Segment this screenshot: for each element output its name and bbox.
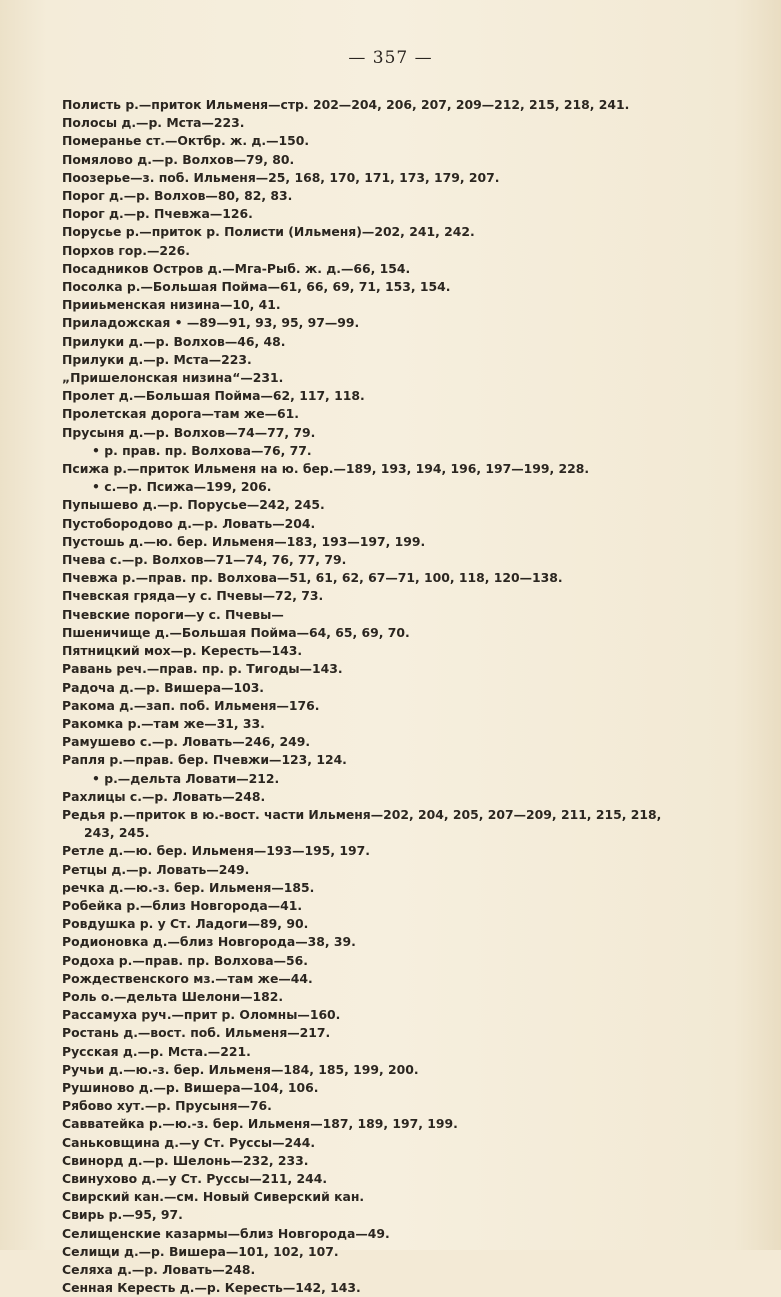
index-entry: Саньковщина д.—у Ст. Руссы—244.	[62, 1134, 316, 1150]
index-entry: Савватейка р.—ю.-з. бер. Ильменя—187, 189, 197, 199.	[62, 1116, 458, 1132]
index-entry-list	[62, 96, 742, 1297]
index-entry: Ручьи д.—ю.-з. бер. Ильменя—184, 185, 199, 200.	[62, 1061, 419, 1077]
index-entry: Полосы д.—р. Мста—223.	[62, 115, 245, 131]
index-entry: Порусье р.—приток р. Полисти (Ильменя)—202, 241, 242.	[62, 224, 475, 240]
index-entry: Роль о.—дельта Шелони—182.	[62, 988, 284, 1004]
index-entry: Ростань д.—вост. поб. Ильменя—217.	[62, 1025, 331, 1041]
index-entry: • с.—р. Псижа—199, 206.	[92, 479, 272, 495]
index-entry: Прусыня д.—р. Волхов—74—77, 79.	[62, 424, 316, 440]
index-entry: Селяха д.—р. Ловать—248.	[62, 1262, 256, 1277]
index-entry: Пчевская гряда—у с. Пчевы—72, 73.	[62, 588, 324, 604]
index-entry: Рамушево с.—р. Ловать—246, 249.	[62, 734, 311, 750]
index-entry: Посолка р.—Большая Пойма—61, 66, 69, 71, 153, 154.	[62, 279, 451, 295]
index-entry: Редья р.—приток в ю.-вост. части Ильменя—202, 204, 205, 207—209, 211, 215, 218,	[62, 806, 662, 822]
index-entry: Пролетская дорога—там же—61.	[62, 406, 299, 422]
index-entry: Пустобородово д.—р. Ловать—204.	[62, 515, 316, 531]
index-entry: Приладожская • —89—91, 93, 95, 97—99.	[62, 315, 360, 331]
index-entry: 243, 245.	[84, 825, 150, 841]
index-entry: Порог д.—р. Волхов—80, 82, 83.	[62, 188, 293, 204]
index-entry: Рахлицы с.—р. Ловать—248.	[62, 788, 266, 804]
index-entry: Прилуки д.—р. Мста—223.	[62, 351, 252, 367]
page-number: — 357 —	[348, 48, 433, 68]
index-entry: Свинухово д.—у Ст. Руссы—211, 244.	[62, 1170, 328, 1186]
index-entry: Пчевские пороги—у с. Пчевы—	[62, 606, 284, 622]
index-entry: Порхов гор.—226.	[62, 242, 190, 258]
index-entry: Равань реч.—прав. пр. р. Тигоды—143.	[62, 661, 343, 677]
index-entry: Ракома д.—зап. поб. Ильменя—176.	[62, 697, 320, 713]
index-entry: Ретцы д.—р. Ловать—249.	[62, 861, 250, 877]
index-entry: Померанье ст.—Октбр. ж. д.—150.	[62, 133, 310, 149]
index-entry: Свирский кан.—см. Новый Сиверский кан.	[62, 1189, 365, 1205]
index-entry: Родоха р.—прав. пр. Волхова—56.	[62, 952, 308, 968]
index-entry: Радоча д.—р. Вишера—103.	[62, 679, 265, 695]
index-entry: Сенная Кересть д.—р. Кересть—142, 143.	[62, 1280, 361, 1296]
index-entry: Русская д.—р. Мста.—221.	[62, 1043, 251, 1059]
index-entry: Селищенские казармы—близ Новгорода—49.	[62, 1225, 390, 1241]
index-entry: • р. прав. пр. Волхова—76, 77.	[92, 442, 312, 458]
index-entry: Порог д.—р. Пчевжа—126.	[62, 206, 253, 222]
index-entry: Рождественского мз.—там же—44.	[62, 970, 313, 986]
index-entry: Посадников Остров д.—Мга-Рыб. ж. д.—66, 154.	[62, 260, 411, 276]
index-entry: Пустошь д.—ю. бер. Ильменя—183, 193—197, 199.	[62, 533, 426, 549]
index-entry: Ретле д.—ю. бер. Ильменя—193—195, 197.	[62, 843, 371, 859]
index-entry: Пролет д.—Большая Пойма—62, 117, 118.	[62, 388, 365, 404]
index-entry: Свирь р.—95, 97.	[62, 1207, 183, 1223]
index-entry: Ракомка р.—там же—31, 33.	[62, 715, 265, 731]
index-entry: Пятницкий мох—р. Кересть—143.	[62, 643, 303, 659]
index-entry: Родионовка д.—близ Новгорода—38, 39.	[62, 934, 356, 950]
index-entry: Робейка р.—близ Новгорода—41.	[62, 897, 303, 913]
index-entry: Рябово хут.—р. Прусыня—76.	[62, 1098, 272, 1114]
index-entry: Поозерье—з. поб. Ильменя—25, 168, 170, 171, 173, 179, 207.	[62, 169, 500, 185]
index-entry: Псижа р.—приток Ильменя на ю. бер.—189, 193, 194, 196, 197—199, 228.	[62, 461, 590, 477]
index-entry: Пупышево д.—р. Порусье—242, 245.	[62, 497, 325, 513]
index-entry: речка д.—ю.-з. бер. Ильменя—185.	[62, 879, 315, 895]
index-entry: „Пришелонская низина“—231.	[62, 370, 284, 386]
index-entry: Помялово д.—р. Волхов—79, 80.	[62, 151, 295, 167]
index-entry: Селищи д.—р. Вишера—101, 102, 107.	[62, 1243, 339, 1259]
index-entry: Рассамуха руч.—прит р. Оломны—160.	[62, 1007, 341, 1023]
index-entry: Пшеничище д.—Большая Пойма—64, 65, 69, 70.	[62, 624, 410, 640]
index-entry: Пчева с.—р. Волхов—71—74, 76, 77, 79.	[62, 552, 347, 568]
index-entry: Рапля р.—прав. бер. Пчевжи—123, 124.	[62, 752, 347, 768]
index-entry: Прииьменская низина—10, 41.	[62, 297, 281, 313]
index-entry: Полисть р.—приток Ильменя—стр. 202—204, 206, 207, 209—212, 215, 218, 241.	[62, 97, 630, 112]
index-entry: • р.—дельта Ловати—212.	[92, 770, 280, 786]
index-entry: Рушиново д.—р. Вишера—104, 106.	[62, 1079, 319, 1095]
index-entry: Свинорд д.—р. Шелонь—232, 233.	[62, 1152, 309, 1168]
index-entry: Ровдушка р. у Ст. Ладоги—89, 90.	[62, 916, 309, 932]
index-entry: Прилуки д.—р. Волхов—46, 48.	[62, 333, 286, 349]
index-entry: Пчевжа р.—прав. пр. Волхова—51, 61, 62, 67—71, 100, 118, 120—138.	[62, 570, 563, 586]
